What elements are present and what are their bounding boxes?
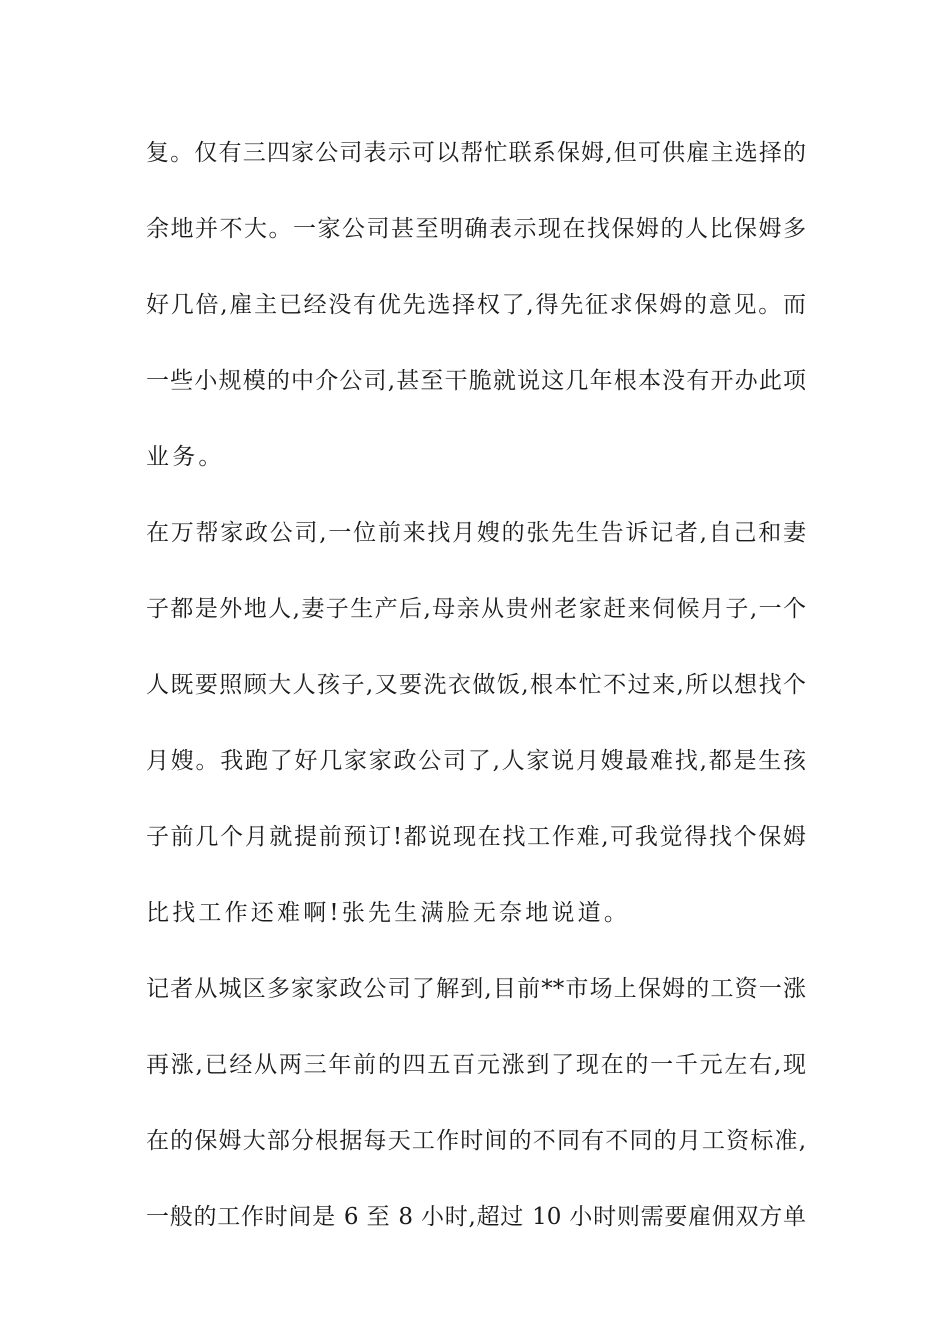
text-line: 一些小规模的中介公司,甚至干脆就说这几年根本没有开办此项	[146, 368, 806, 394]
text-line: 子前几个月就提前预订!都说现在找工作难,可我觉得找个保姆	[146, 824, 806, 850]
text-line: 业务。	[146, 444, 225, 470]
text-line: 比找工作还难啊!张先生满脸无奈地说道。	[146, 900, 631, 926]
text-line: 人既要照顾大人孩子,又要洗衣做饭,根本忙不过来,所以想找个	[146, 672, 806, 698]
text-line: 复。仅有三四家公司表示可以帮忙联系保姆,但可供雇主选择的	[146, 140, 806, 166]
text-line: 在万帮家政公司,一位前来找月嫂的张先生告诉记者,自己和妻	[146, 520, 806, 546]
text-line: 再涨,已经从两三年前的四五百元涨到了现在的一千元左右,现	[146, 1052, 806, 1078]
text-line: 记者从城区多家家政公司了解到,目前**市场上保姆的工资一涨	[146, 976, 806, 1002]
text-line: 子都是外地人,妻子生产后,母亲从贵州老家赶来伺候月子,一个	[146, 596, 806, 622]
text-line: 余地并不大。一家公司甚至明确表示现在找保姆的人比保姆多	[146, 216, 806, 242]
text-line: 一般的工作时间是 6 至 8 小时,超过 10 小时则需要雇佣双方单	[146, 1204, 806, 1230]
text-line: 在的保姆大部分根据每天工作时间的不同有不同的月工资标准,	[146, 1128, 806, 1154]
text-line: 好几倍,雇主已经没有优先选择权了,得先征求保姆的意见。而	[146, 292, 806, 318]
text-line: 月嫂。我跑了好几家家政公司了,人家说月嫂最难找,都是生孩	[146, 748, 806, 774]
